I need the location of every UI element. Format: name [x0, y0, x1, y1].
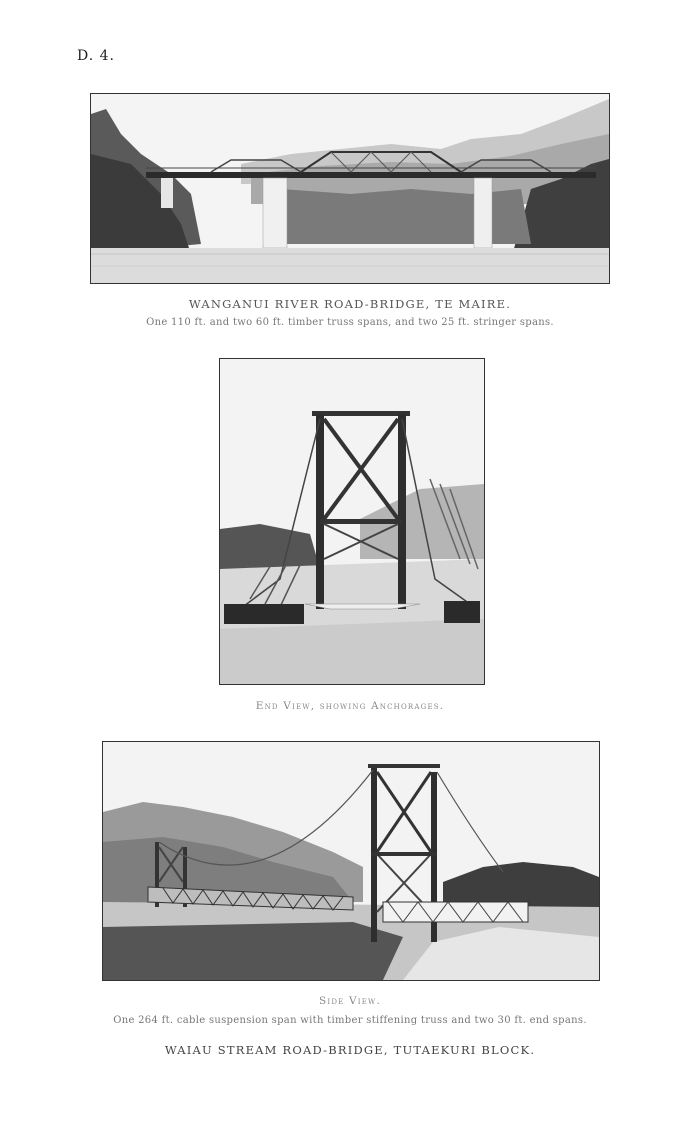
photo-wanganui-bridge: [90, 93, 610, 284]
plate-title: WAIAU STREAM ROAD-BRIDGE, TUTAEKURI BLOCK.: [164, 1043, 536, 1057]
photo-side-view: [102, 741, 600, 981]
figure3-caption: Side View.: [318, 995, 381, 1007]
page-reference: D. 4.: [77, 48, 115, 64]
photo-end-view: [219, 358, 485, 685]
figure1-title: WANGANUI RIVER ROAD-BRIDGE, TE MAIRE.: [188, 297, 512, 311]
figure2-caption: End View, showing Anchorages.: [255, 700, 445, 712]
figure3-subtitle: One 264 ft. cable suspension span with timber stiffening truss and two 30 ft. end spans.: [113, 1015, 587, 1026]
figure1-subtitle: One 110 ft. and two 60 ft. timber truss spans, and two 25 ft. stringer spans.: [146, 317, 554, 328]
